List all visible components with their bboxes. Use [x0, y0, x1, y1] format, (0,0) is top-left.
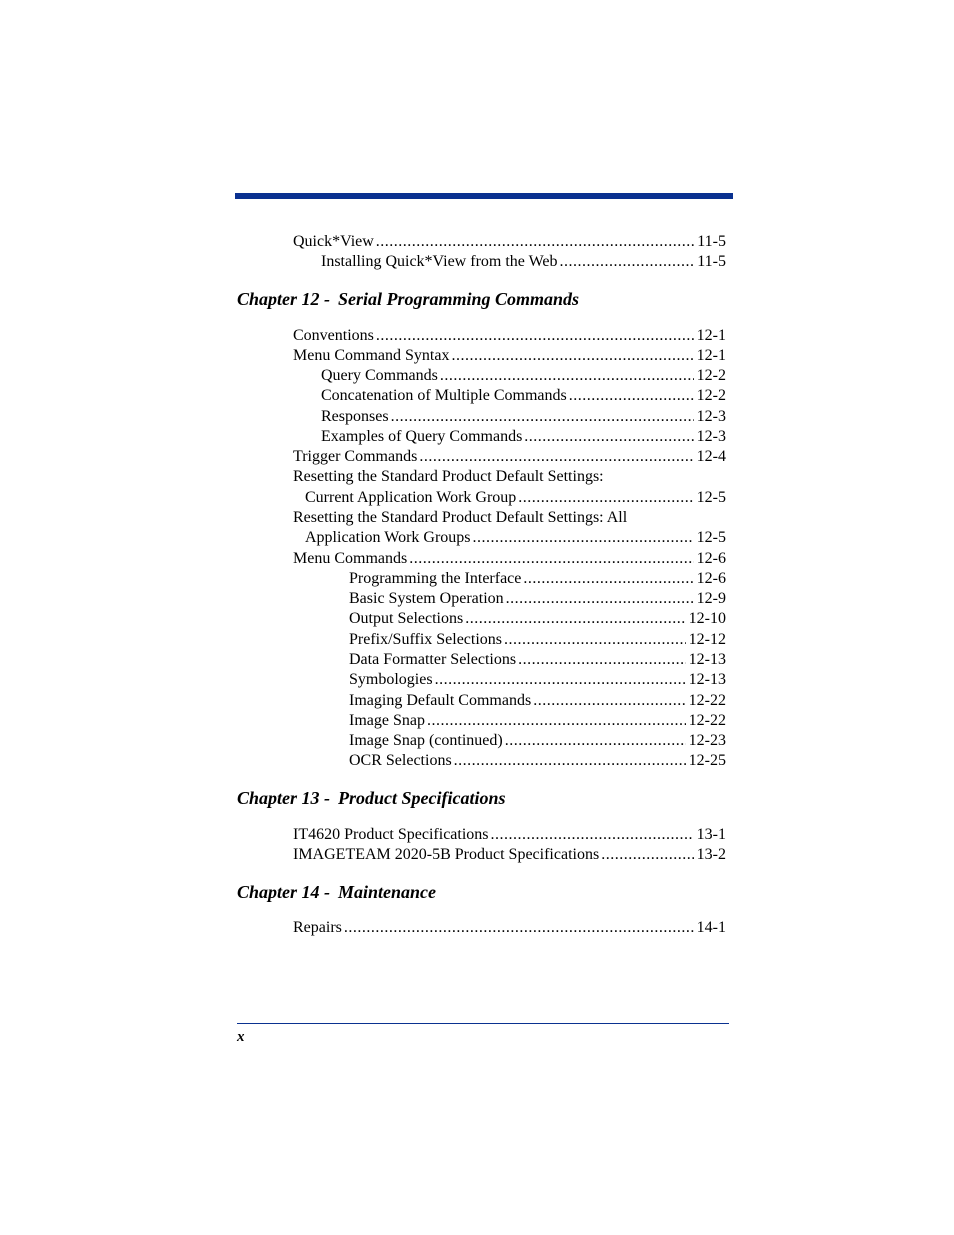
toc-entry-label: Image Snap (continued) [349, 732, 503, 749]
toc-entry-output-selections[interactable] [349, 609, 726, 629]
toc-entry-page: 12-5 [696, 489, 726, 506]
chapter-title: Product Specifications [338, 788, 506, 808]
toc-entry-page: 12-5 [696, 529, 726, 546]
toc-entry-ocr-selections[interactable] [349, 751, 726, 771]
toc-entry-label: Concatenation of Multiple Commands [321, 387, 567, 404]
chapter-title: Serial Programming Commands [338, 289, 580, 309]
toc-entry-label: Menu Commands [293, 550, 408, 567]
toc-entry-page: 12-12 [688, 631, 726, 648]
chapter-number: Chapter 14 - [237, 882, 331, 902]
toc-entry-label: Examples of Query Commands [321, 428, 523, 445]
dot-leader [473, 528, 694, 548]
dot-leader [435, 670, 686, 690]
toc-entry-basic-system-operation[interactable] [349, 589, 726, 609]
dot-leader [523, 569, 693, 589]
toc-entry-page: 12-13 [688, 671, 726, 688]
toc-entry-current-app-work-group[interactable] [305, 488, 726, 508]
toc-entry-label: Prefix/Suffix Selections [349, 631, 503, 648]
toc-entry-concatenation[interactable] [321, 386, 726, 406]
chapter-number: Chapter 12 - [237, 289, 331, 309]
dot-leader [451, 346, 693, 366]
toc-entry-label: Quick*View [293, 233, 374, 250]
toc-entry-query-commands[interactable] [321, 366, 726, 386]
toc-entry-page: 12-9 [696, 590, 726, 607]
dot-leader [524, 427, 693, 447]
toc-entry-trigger-commands[interactable] [293, 447, 726, 467]
dot-leader [505, 731, 686, 751]
toc-entry-responses[interactable] [321, 407, 726, 427]
toc-entry-image-snap-continued[interactable] [349, 731, 726, 751]
toc-entry-label: Output Selections [349, 610, 464, 627]
toc-entry-page: 11-5 [697, 253, 726, 270]
dot-leader [427, 711, 686, 731]
header-bar [235, 193, 733, 199]
dot-leader [440, 366, 694, 386]
chapter-12-heading[interactable] [237, 288, 579, 310]
toc-entry-label: Application Work Groups [305, 529, 471, 546]
toc-entry-conventions[interactable] [293, 326, 726, 346]
toc-entry-label: Programming the Interface [349, 570, 522, 587]
toc-entry-page: 13-2 [696, 846, 726, 863]
toc-entry-label: Data Formatter Selections [349, 651, 517, 668]
dot-leader [376, 232, 694, 252]
dot-leader [491, 825, 694, 845]
chapter-title: Maintenance [338, 882, 437, 902]
toc-entry-examples-query[interactable] [321, 427, 726, 447]
toc-entry-symbologies[interactable] [349, 670, 726, 690]
toc-entry-programming-interface[interactable] [349, 569, 726, 589]
dot-leader [391, 407, 694, 427]
toc-entry-page: 12-13 [688, 651, 726, 668]
dot-leader [533, 691, 685, 711]
toc-entry-image-snap[interactable] [349, 711, 726, 731]
toc-entry-label: Image Snap [349, 712, 425, 729]
dot-leader [518, 488, 693, 508]
toc-entry-label: Trigger Commands [293, 448, 418, 465]
toc-entry-page: 12-1 [696, 347, 726, 364]
toc-entry-label: Repairs [293, 919, 342, 936]
dot-leader [376, 326, 694, 346]
dot-leader [560, 252, 695, 272]
toc-entry-page: 12-23 [688, 732, 726, 749]
toc-entry-page: 12-2 [696, 367, 726, 384]
dot-leader [506, 589, 694, 609]
toc-entry-label: Menu Command Syntax [293, 347, 450, 364]
toc-entry-menu-commands[interactable] [293, 549, 726, 569]
toc-entry-label: Responses [321, 408, 389, 425]
dot-leader [465, 609, 685, 629]
toc-entry-page: 12-2 [696, 387, 726, 404]
toc-entry-it4620-specs[interactable] [293, 825, 726, 845]
dot-leader [419, 447, 693, 467]
dot-leader [569, 386, 694, 406]
toc-entry-label: Conventions [293, 327, 374, 344]
toc-entry-label: OCR Selections [349, 752, 452, 769]
toc-entry-page: 12-6 [696, 550, 726, 567]
toc-entry-imageteam-specs[interactable] [293, 845, 726, 865]
toc-entry-data-formatter[interactable] [349, 650, 726, 670]
toc-entry-prefix-suffix[interactable] [349, 630, 726, 650]
dot-leader [504, 630, 686, 650]
footer-rule [237, 1023, 729, 1024]
toc-entry-resetting-all-line1[interactable]: Resetting the Standard Product Default Settings: All [293, 509, 628, 526]
toc-entry-menu-command-syntax[interactable] [293, 346, 726, 366]
toc-entry-page: 12-6 [696, 570, 726, 587]
toc-entry-label: IT4620 Product Specifications [293, 826, 489, 843]
toc-entry-page: 12-22 [688, 712, 726, 729]
toc-entry-label: Installing Quick*View from the Web [321, 253, 558, 270]
toc-entry-imaging-default[interactable] [349, 691, 726, 711]
chapter-number: Chapter 13 - [237, 788, 331, 808]
toc-entry-repairs[interactable] [293, 918, 726, 938]
toc-entry-label: Query Commands [321, 367, 438, 384]
footer-page-number: x [237, 1029, 245, 1045]
toc-entry-page: 12-3 [696, 428, 726, 445]
dot-leader [409, 549, 693, 569]
toc-entry-label: Imaging Default Commands [349, 692, 532, 709]
dot-leader [518, 650, 686, 670]
toc-entry-page: 13-1 [696, 826, 726, 843]
toc-entry-page: 12-1 [696, 327, 726, 344]
toc-entry-label: Current Application Work Group [305, 489, 517, 506]
toc-entry-label: Basic System Operation [349, 590, 504, 607]
toc-entry-label: IMAGETEAM 2020-5B Product Specifications [293, 846, 600, 863]
dot-leader [601, 845, 693, 865]
toc-entry-label: Symbologies [349, 671, 433, 688]
chapter-13-heading[interactable] [237, 787, 506, 809]
toc-entry-installing-quickview[interactable] [321, 252, 726, 272]
toc-entry-page: 12-22 [688, 692, 726, 709]
toc-entry-page: 11-5 [697, 233, 726, 250]
dot-leader [454, 751, 686, 771]
toc-entry-quickview[interactable] [293, 232, 726, 252]
toc-entry-resetting-line1[interactable]: Resetting the Standard Product Default Settings: [293, 468, 604, 485]
dot-leader [344, 918, 694, 938]
toc-entry-page: 12-25 [688, 752, 726, 769]
toc-entry-page: 12-4 [696, 448, 726, 465]
toc-entry-page: 12-10 [688, 610, 726, 627]
chapter-14-heading[interactable] [237, 881, 436, 903]
toc-entry-page: 14-1 [696, 919, 726, 936]
toc-entry-application-work-groups[interactable] [305, 528, 726, 548]
toc-entry-page: 12-3 [696, 408, 726, 425]
